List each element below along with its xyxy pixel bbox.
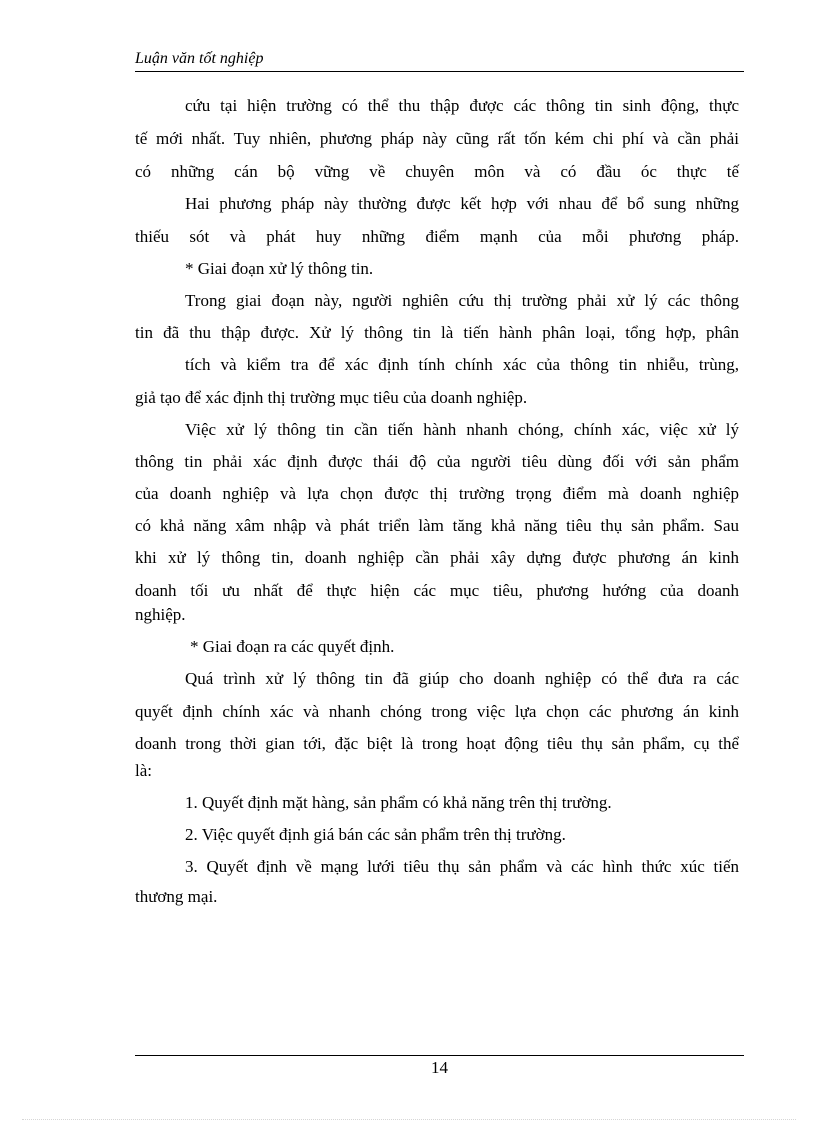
footer-rule <box>135 1055 744 1056</box>
page-edge-dotted-line <box>22 1119 796 1120</box>
text-line: Hai phương pháp này thường được kết hợp với nhau để bổ sung những <box>185 194 739 213</box>
list-item: 2. Việc quyết định giá bán các sản phẩm trên thị trường. <box>185 825 566 844</box>
text-line: cứu tại hiện trường có thể thu thập được các thông tin sinh động, thực <box>185 96 739 115</box>
text-line: thiếu sót và phát huy những điểm mạnh của mỗi phương pháp. <box>135 227 739 246</box>
text-line: tích và kiểm tra để xác định tính chính xác của thông tin nhiễu, trùng, <box>185 355 739 374</box>
text-line: nghiệp. <box>135 605 186 624</box>
text-line: giả tạo để xác định thị trường mục tiêu của doanh nghiệp. <box>135 388 528 407</box>
text-line: có những cán bộ vững về chuyên môn và có đầu óc thực tế <box>135 162 739 181</box>
list-item: 3. Quyết định về mạng lưới tiêu thụ sản phẩm và các hình thức xúc tiến <box>185 857 739 876</box>
text-line: là: <box>135 761 152 780</box>
text-line: doanh tối ưu nhất để thực hiện các mục tiêu, phương hướng của doanh <box>135 581 739 600</box>
text-line: quyết định chính xác và nhanh chóng trong việc lựa chọn các phương án kinh <box>135 702 739 721</box>
text-line: khi xử lý thông tin, doanh nghiệp cần phải xây dựng được phương án kinh <box>135 548 739 567</box>
text-line: thương mại. <box>135 887 218 906</box>
text-line: có khả năng xâm nhập và phát triển làm tăng khả năng tiêu thụ sản phẩm. Sau <box>135 516 739 535</box>
text-line: Việc xử lý thông tin cần tiến hành nhanh chóng, chính xác, việc xử lý <box>185 420 739 439</box>
running-header: Luận văn tốt nghiệp <box>135 50 264 67</box>
header-rule <box>135 71 744 72</box>
section-heading: * Giai đoạn xử lý thông tin. <box>185 259 374 278</box>
text-line: tế mới nhất. Tuy nhiên, phương pháp này cũng rất tốn kém chi phí và cần phải <box>135 129 739 148</box>
list-item: 1. Quyết định mặt hàng, sản phẩm có khả năng trên thị trường. <box>185 793 612 812</box>
page-number: 14 <box>431 1058 448 1077</box>
text-line: tin đã thu thập được. Xử lý thông tin là tiến hành phân loại, tổng hợp, phân <box>135 323 739 342</box>
text-line: Trong giai đoạn này, người nghiên cứu thị trường phải xử lý các thông <box>185 291 739 310</box>
text-line: Quá trình xử lý thông tin đã giúp cho doanh nghiệp có thể đưa ra các <box>185 669 739 688</box>
text-line: thông tin phải xác định được thái độ của người tiêu dùng đối với sản phẩm <box>135 452 739 471</box>
section-heading: * Giai đoạn ra các quyết định. <box>190 637 395 656</box>
text-line: của doanh nghiệp và lựa chọn được thị trường trọng điểm mà doanh nghiệp <box>135 484 739 503</box>
text-line: doanh trong thời gian tới, đặc biệt là trong hoạt động tiêu thụ sản phẩm, cụ thể <box>135 734 739 753</box>
